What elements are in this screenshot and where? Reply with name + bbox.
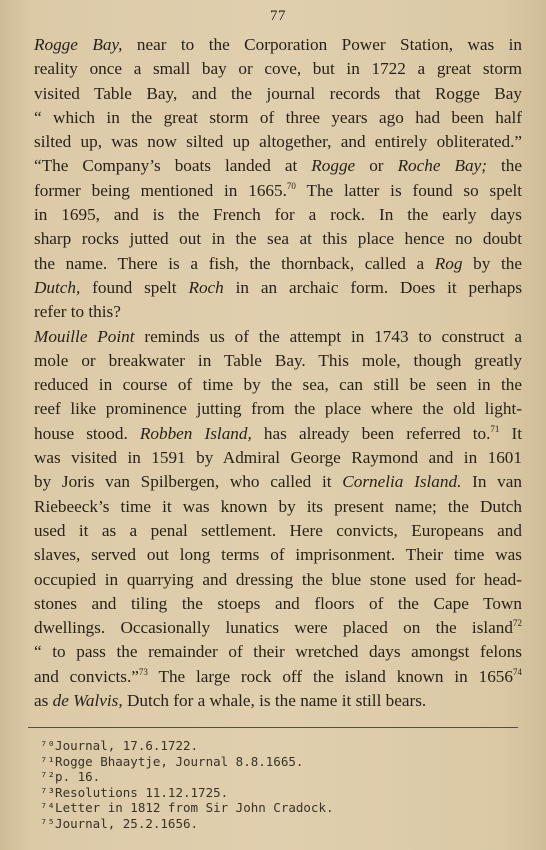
- footnote: ⁷²p. 16.: [40, 769, 101, 785]
- footnote-ref: 70: [286, 180, 296, 191]
- text-line: [34, 640, 522, 664]
- footnote: ⁷⁰Journal, 17.6.1722.: [40, 738, 199, 754]
- text-run: was visited in 1591 by Admiral George Raymond and in 1601: [34, 448, 522, 468]
- italic-text: Cornelia Island.: [342, 472, 462, 492]
- text-line: [34, 276, 522, 300]
- text-line: [34, 252, 522, 276]
- text-line: [34, 592, 522, 616]
- text-line: [34, 397, 522, 421]
- text-line: [34, 106, 522, 130]
- text-line: [34, 470, 522, 494]
- text-run: by Joris van Spilbergen, who called it: [34, 472, 343, 492]
- body-text: [34, 33, 522, 713]
- text-line: [34, 519, 522, 543]
- text-run: near to the Corporation Power Station, was in: [122, 35, 523, 54]
- text-run: by the: [462, 253, 522, 273]
- text-run: in 1695, and is the French for a rock. In the early days: [34, 205, 522, 225]
- text-line: [34, 33, 522, 57]
- italic-text: de Walvis,: [52, 691, 123, 711]
- text-line: [34, 325, 522, 349]
- text-line: [34, 616, 522, 640]
- footnote-ref: 71: [490, 423, 500, 434]
- page-number: 77: [270, 8, 286, 24]
- text-run: reef like prominence jutting from the place where the old light-: [34, 399, 522, 419]
- text-run: as: [34, 691, 53, 711]
- text-line: [34, 300, 522, 324]
- italic-text: Roche Bay;: [397, 156, 487, 176]
- italic-text: Dutch,: [34, 277, 81, 297]
- text-run: stones and tiling the stoeps and floors of the Cape Town: [34, 593, 522, 613]
- text-line: [34, 665, 522, 689]
- text-line: [34, 82, 522, 106]
- text-run: house stood.: [34, 423, 140, 443]
- text-run: former being mentioned in 1665.: [34, 180, 287, 200]
- text-run: reduced in course of time by the sea, can still be seen in the: [34, 375, 522, 395]
- text-run: “ to pass the remainder of their wretched days amongst felons: [34, 642, 522, 662]
- text-line: [34, 227, 522, 251]
- text-line: [34, 422, 522, 446]
- text-line: [34, 373, 522, 397]
- footnote-ref: 73: [138, 666, 148, 677]
- text-run: the name. There is a fish, the thornback, called a: [34, 253, 435, 273]
- text-run: reminds us of the attempt in 1743 to construct a: [134, 326, 523, 346]
- text-line: [34, 689, 522, 713]
- text-run: refer to this?: [34, 302, 121, 322]
- text-run: “The Company’s boats landed at: [34, 156, 312, 176]
- footnote: ⁷⁵Journal, 25.2.1656.: [40, 815, 199, 831]
- italic-text: Roch: [188, 277, 224, 297]
- text-run: “ which in the great storm of three years ago had been half: [34, 107, 522, 127]
- text-line: [34, 179, 522, 203]
- footnote: ⁷¹Rogge Bhaaytje, Journal 8.8.1665.: [40, 753, 304, 769]
- text-run: Dutch for a whale, is the name it still bears.: [122, 691, 427, 711]
- italic-text: Rogge: [311, 156, 356, 176]
- text-line: [34, 543, 522, 567]
- footnote-divider: [28, 727, 518, 728]
- text-line: [34, 568, 522, 592]
- text-run: reality once a small bay or cove, but in 1722 a great storm: [34, 59, 522, 79]
- text-run: Riebeeck’s time it was known by its present name; the Dutch: [34, 496, 522, 516]
- italic-text: Robben Island,: [139, 423, 252, 443]
- footnote-ref: 72: [513, 618, 522, 629]
- footnote: ⁷³Resolutions 11.12.1725.: [40, 784, 229, 800]
- text-line: [34, 203, 522, 227]
- footnotes: [34, 738, 522, 831]
- text-run: slaves, served out long terms of imprisonment. Their time was: [34, 545, 522, 565]
- italic-text: Mouille Point: [34, 326, 135, 346]
- text-line: [34, 349, 522, 373]
- text-line: [34, 154, 522, 178]
- text-line: [34, 446, 522, 470]
- text-run: occupied in quarrying and dressing the blue stone used for head-: [34, 569, 522, 589]
- text-run: in an archaic form. Does it perhaps: [223, 277, 523, 297]
- text-run: visited Table Bay, and the journal records that Rogge Bay: [34, 83, 522, 103]
- text-run: has already been referred to.: [251, 423, 491, 443]
- text-run: and convicts.”: [34, 666, 139, 686]
- text-run: dwellings. Occasionally lunatics were placed on the island: [34, 618, 513, 638]
- text-line: [34, 495, 522, 519]
- text-run: sharp rocks jutted out in the sea at this place hence no doubt: [34, 229, 522, 249]
- text-run: used it as a penal settlement. Here convicts, Europeans and: [34, 520, 522, 540]
- text-run: In van: [461, 472, 522, 492]
- text-run: found spelt: [80, 277, 189, 297]
- text-run: mole or breakwater in Table Bay. This mole, though greatly: [34, 350, 522, 370]
- footnote-ref: 74: [513, 666, 522, 677]
- text-run: the: [486, 156, 523, 176]
- italic-text: Rog: [434, 253, 463, 273]
- text-run: or: [355, 156, 398, 176]
- text-run: silted up, was now silted up altogether, and entirely obliterated.”: [34, 132, 522, 152]
- italic-text: Rogge Bay,: [34, 35, 123, 54]
- text-run: The latter is found so spelt: [295, 180, 522, 200]
- text-line: [34, 57, 522, 81]
- footnote: ⁷⁴Letter in 1812 from Sir John Cradock.: [40, 800, 334, 816]
- text-run: The large rock off the island known in 1656: [147, 666, 513, 686]
- text-line: [34, 130, 522, 154]
- text-run: It: [499, 423, 523, 443]
